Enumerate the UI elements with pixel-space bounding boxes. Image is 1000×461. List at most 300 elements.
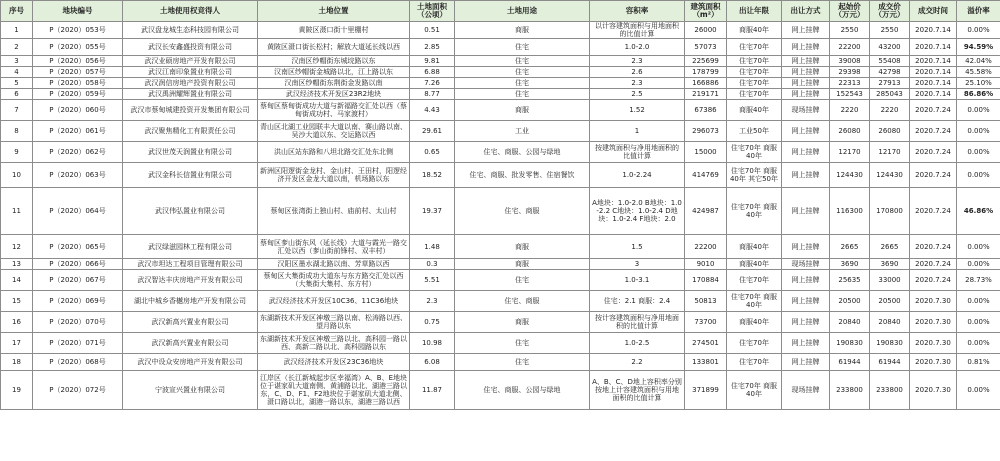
header-cell: 土地用途	[455, 1, 590, 22]
table-row	[1, 371, 1000, 410]
table-row	[1, 100, 1000, 121]
deal-date: 2020.7.14	[910, 89, 957, 100]
winner-name: 武汉新高兴置业有限公司	[123, 312, 258, 333]
plot-ratio: 2.6	[590, 67, 685, 78]
row-number: 15	[1, 291, 33, 312]
land-area: 2.85	[410, 39, 455, 56]
plot-code: P（2020）060号	[33, 100, 123, 121]
starting-price: 2220	[830, 100, 870, 121]
transfer-method: 网上挂牌	[782, 22, 830, 39]
land-use: 住宅	[455, 354, 590, 371]
floor-area: 170884	[685, 270, 727, 291]
deal-price: 55408	[870, 56, 910, 67]
transfer-method: 网上挂牌	[782, 56, 830, 67]
row-number: 14	[1, 270, 33, 291]
deal-date: 2020.7.30	[910, 354, 957, 371]
lease-term: 住宅70年	[727, 333, 782, 354]
land-area: 29.61	[410, 121, 455, 142]
header-cell: 成交价（万元）	[870, 1, 910, 22]
lease-term: 商服40年	[727, 235, 782, 259]
land-area: 10.98	[410, 333, 455, 354]
winner-name: 武汉世茂天润置业有限公司	[123, 142, 258, 163]
header-cell: 土地使用权竞得人	[123, 1, 258, 22]
premium-rate: 45.58%	[957, 67, 1000, 78]
transfer-method: 现场挂牌	[782, 259, 830, 270]
table-row	[1, 78, 1000, 89]
deal-price: 26080	[870, 121, 910, 142]
row-number: 16	[1, 312, 33, 333]
land-area: 6.88	[410, 67, 455, 78]
table-row	[1, 312, 1000, 333]
plot-ratio: 1.0-2.0	[590, 39, 685, 56]
plot-ratio: 按建筑面积与净用地面积的比值计算	[590, 142, 685, 163]
plot-ratio: 1.5	[590, 235, 685, 259]
premium-rate: 0.00%	[957, 22, 1000, 39]
starting-price: 61944	[830, 354, 870, 371]
table-row	[1, 235, 1000, 259]
land-use: 住宅、商服、批发零售、住宿餐饮	[455, 163, 590, 188]
deal-price: 233800	[870, 371, 910, 410]
starting-price: 2550	[830, 22, 870, 39]
plot-ratio: 以计容建筑面积与用地面积的比值计算	[590, 22, 685, 39]
plot-location: 新洲区阳逻街金龙村、金山村、王田村，阳逻经济开发区金龙大道以南，机场路以东	[258, 163, 410, 188]
floor-area: 22200	[685, 235, 727, 259]
plot-location: 青山区北湖工业园联丰大道以南、赛山路以南、吴沙大道以东、交运路以西	[258, 121, 410, 142]
table-row	[1, 22, 1000, 39]
floor-area: 296073	[685, 121, 727, 142]
plot-ratio: A地块：1.0-2.0 B地块：1.0-2.2 C地块：1.0-2.4 D地块：1.0-2.4 F地块：2.0	[590, 188, 685, 235]
premium-rate: 0.81%	[957, 354, 1000, 371]
deal-date: 2020.7.30	[910, 333, 957, 354]
plot-location: 蔡甸区大集街成功大道东与东方路交汇处以西（大集街大集村、东方村）	[258, 270, 410, 291]
deal-date: 2020.7.24	[910, 270, 957, 291]
plot-location: 汉南区纱帽街金城路以北，江上路以东	[258, 67, 410, 78]
transfer-method: 网上挂牌	[782, 142, 830, 163]
deal-price: 190830	[870, 333, 910, 354]
land-use: 住宅	[455, 333, 590, 354]
floor-area: 414769	[685, 163, 727, 188]
winner-name: 武汉聚焦精化工有限责任公司	[123, 121, 258, 142]
transfer-method: 现场挂牌	[782, 371, 830, 410]
land-use: 住宅	[455, 56, 590, 67]
deal-date: 2020.7.14	[910, 67, 957, 78]
deal-date: 2020.7.24	[910, 259, 957, 270]
floor-area: 424987	[685, 188, 727, 235]
premium-rate: 0.00%	[957, 142, 1000, 163]
table-row	[1, 354, 1000, 371]
plot-code: P（2020）066号	[33, 259, 123, 270]
transfer-method: 网上挂牌	[782, 39, 830, 56]
land-area: 0.51	[410, 22, 455, 39]
land-use: 住宅	[455, 67, 590, 78]
deal-date: 2020.7.30	[910, 291, 957, 312]
header-cell: 土地面积（公顷）	[410, 1, 455, 22]
deal-price: 285043	[870, 89, 910, 100]
row-number: 10	[1, 163, 33, 188]
land-use: 商服	[455, 312, 590, 333]
starting-price: 152543	[830, 89, 870, 100]
row-number: 19	[1, 371, 33, 410]
plot-code: P（2020）065号	[33, 235, 123, 259]
transfer-method: 网上挂牌	[782, 67, 830, 78]
header-cell: 出让年限	[727, 1, 782, 22]
floor-area: 57073	[685, 39, 727, 56]
floor-area: 219171	[685, 89, 727, 100]
plot-ratio: 2.5	[590, 89, 685, 100]
row-number: 17	[1, 333, 33, 354]
deal-price: 20500	[870, 291, 910, 312]
land-area: 11.87	[410, 371, 455, 410]
lease-term: 住宅70年 商服40年	[727, 371, 782, 410]
floor-area: 26000	[685, 22, 727, 39]
row-number: 8	[1, 121, 33, 142]
land-area: 4.43	[410, 100, 455, 121]
floor-area: 73700	[685, 312, 727, 333]
premium-rate: 25.10%	[957, 78, 1000, 89]
deal-date: 2020.7.30	[910, 371, 957, 410]
header-cell: 建筑面积（m²）	[685, 1, 727, 22]
lease-term: 住宅70年 商服40年	[727, 291, 782, 312]
land-area: 8.77	[410, 89, 455, 100]
row-number: 3	[1, 56, 33, 67]
starting-price: 22200	[830, 39, 870, 56]
winner-name: 武汉智达丰庆房地产开发有限公司	[123, 270, 258, 291]
plot-location: 汉南区纱帽街东荆街金发路以南	[258, 78, 410, 89]
transfer-method: 网上挂牌	[782, 354, 830, 371]
row-number: 5	[1, 78, 33, 89]
winner-name: 武汉盘龙城生态科技园有限公司	[123, 22, 258, 39]
land-use: 商服	[455, 259, 590, 270]
starting-price: 39008	[830, 56, 870, 67]
header-cell: 土地位置	[258, 1, 410, 22]
header-cell: 成交时间	[910, 1, 957, 22]
floor-area: 274501	[685, 333, 727, 354]
winner-name: 宁波宣兴置业有限公司	[123, 371, 258, 410]
plot-ratio: 按计容建筑面积与净用地面积的比值计算	[590, 312, 685, 333]
deal-price: 3690	[870, 259, 910, 270]
transfer-method: 网上挂牌	[782, 333, 830, 354]
deal-price: 124430	[870, 163, 910, 188]
starting-price: 22313	[830, 78, 870, 89]
land-area: 7.26	[410, 78, 455, 89]
lease-term: 住宅70年	[727, 354, 782, 371]
lease-term: 住宅70年	[727, 270, 782, 291]
plot-location: 黄陂区滠口街长松村；解放大道延长线以西	[258, 39, 410, 56]
land-use: 住宅、商服	[455, 188, 590, 235]
row-number: 9	[1, 142, 33, 163]
land-use: 商服	[455, 235, 590, 259]
premium-rate: 0.00%	[957, 121, 1000, 142]
starting-price: 29398	[830, 67, 870, 78]
plot-ratio: A、B、C、D地上容积率分别按地上计容建筑面积与用地面积的比值计算	[590, 371, 685, 410]
floor-area: 225699	[685, 56, 727, 67]
deal-price: 12170	[870, 142, 910, 163]
table-row	[1, 56, 1000, 67]
deal-date: 2020.7.14	[910, 39, 957, 56]
land-area: 1.48	[410, 235, 455, 259]
plot-ratio: 1	[590, 121, 685, 142]
winner-name: 武汉中设众安房地产开发有限公司	[123, 354, 258, 371]
premium-rate: 28.73%	[957, 270, 1000, 291]
plot-ratio: 1.0-3.1	[590, 270, 685, 291]
floor-area: 67386	[685, 100, 727, 121]
deal-date: 2020.7.24	[910, 121, 957, 142]
winner-name: 武汉金科长信置业有限公司	[123, 163, 258, 188]
plot-code: P（2020）072号	[33, 371, 123, 410]
premium-rate: 0.00%	[957, 100, 1000, 121]
deal-date: 2020.7.30	[910, 312, 957, 333]
starting-price: 20840	[830, 312, 870, 333]
premium-rate: 94.59%	[957, 39, 1000, 56]
plot-ratio: 1.0-2.24	[590, 163, 685, 188]
header-cell: 序号	[1, 1, 33, 22]
table-row	[1, 259, 1000, 270]
premium-rate: 0.00%	[957, 291, 1000, 312]
transfer-method: 网上挂牌	[782, 291, 830, 312]
plot-code: P（2020）064号	[33, 188, 123, 235]
plot-location: 东湖新技术开发区神墩三路以北、高科园一路以西、高新二路以北、高科园路以东	[258, 333, 410, 354]
starting-price: 116300	[830, 188, 870, 235]
transfer-method: 现场挂牌	[782, 100, 830, 121]
land-area: 0.75	[410, 312, 455, 333]
deal-date: 2020.7.14	[910, 56, 957, 67]
deal-date: 2020.7.24	[910, 188, 957, 235]
premium-rate: 46.86%	[957, 188, 1000, 235]
plot-code: P（2020）070号	[33, 312, 123, 333]
header-cell: 溢价率	[957, 1, 1000, 22]
premium-rate: 42.04%	[957, 56, 1000, 67]
plot-code: P（2020）061号	[33, 121, 123, 142]
table-row	[1, 39, 1000, 56]
starting-price: 190830	[830, 333, 870, 354]
premium-rate: 0.00%	[957, 312, 1000, 333]
land-use: 住宅	[455, 89, 590, 100]
land-use: 住宅、商服	[455, 291, 590, 312]
premium-rate: 0.00%	[957, 259, 1000, 270]
land-use: 住宅	[455, 78, 590, 89]
table-row	[1, 333, 1000, 354]
winner-name: 武汉新高兴置业有限公司	[123, 333, 258, 354]
plot-location: 黄陂区滠口街十里棚村	[258, 22, 410, 39]
floor-area: 9010	[685, 259, 727, 270]
plot-location: 蔡甸区奓山街东风（延长线）大道与霞光一路交汇处以西（奓山街前锋村、双丰村）	[258, 235, 410, 259]
deal-price: 43200	[870, 39, 910, 56]
land-area: 6.08	[410, 354, 455, 371]
deal-price: 2550	[870, 22, 910, 39]
plot-location: 武汉经济技术开发区10C36、11C36地块	[258, 291, 410, 312]
row-number: 11	[1, 188, 33, 235]
land-use: 住宅	[455, 270, 590, 291]
deal-price: 61944	[870, 354, 910, 371]
winner-name: 武汉伟弘置业有限公司	[123, 188, 258, 235]
table-row	[1, 89, 1000, 100]
land-use: 住宅、商服、公园与绿地	[455, 371, 590, 410]
transfer-method: 网上挂牌	[782, 163, 830, 188]
starting-price: 25635	[830, 270, 870, 291]
plot-location: 汉阳区墨水湖北路以南、芳草路以西	[258, 259, 410, 270]
premium-rate: 86.86%	[957, 89, 1000, 100]
starting-price: 2665	[830, 235, 870, 259]
plot-code: P（2020）067号	[33, 270, 123, 291]
lease-term: 住宅70年	[727, 39, 782, 56]
plot-location: 东湖新技术开发区神墩三路以南、松涛路以西、望月路以东	[258, 312, 410, 333]
premium-rate: 0.00%	[957, 163, 1000, 188]
land-area: 18.52	[410, 163, 455, 188]
plot-location: 武汉经济技术开发区23R2地块	[258, 89, 410, 100]
lease-term: 商服40年	[727, 259, 782, 270]
deal-date: 2020.7.24	[910, 235, 957, 259]
plot-code: P（2020）056号	[33, 56, 123, 67]
row-number: 6	[1, 89, 33, 100]
plot-code: P（2020）063号	[33, 163, 123, 188]
lease-term: 住宅70年 商服40年 其它50年	[727, 163, 782, 188]
plot-ratio: 1.52	[590, 100, 685, 121]
floor-area: 371899	[685, 371, 727, 410]
plot-ratio: 1.0-2.5	[590, 333, 685, 354]
lease-term: 商服40年	[727, 312, 782, 333]
deal-price: 2220	[870, 100, 910, 121]
lease-term: 商服40年	[727, 22, 782, 39]
land-use: 住宅、商服、公园与绿地	[455, 142, 590, 163]
land-use: 商服	[455, 100, 590, 121]
deal-date: 2020.7.14	[910, 22, 957, 39]
plot-ratio: 2.2	[590, 354, 685, 371]
land-area: 9.81	[410, 56, 455, 67]
plot-location: 江岸区（长江新城起步区幸福湾）A、B、E地块位于谌家矶大道南侧、黄浦路以北、湖港三路以东，C、D、F1、F2地块位于谌家矶大道北侧、滠口路以北，湖港一路以东，湖港三路以西	[258, 371, 410, 410]
plot-code: P（2020）055号	[33, 39, 123, 56]
plot-code: P（2020）058号	[33, 78, 123, 89]
starting-price: 26080	[830, 121, 870, 142]
header-cell: 出让方式	[782, 1, 830, 22]
table-row	[1, 291, 1000, 312]
deal-price: 20840	[870, 312, 910, 333]
deal-date: 2020.7.24	[910, 142, 957, 163]
lease-term: 住宅70年	[727, 78, 782, 89]
winner-name: 武汉绿滋园林工程有限公司	[123, 235, 258, 259]
winner-name: 武汉业硕房地产开发有限公司	[123, 56, 258, 67]
winner-name: 武汉禹洲耀辉置业有限公司	[123, 89, 258, 100]
deal-price: 42798	[870, 67, 910, 78]
table-row	[1, 142, 1000, 163]
plot-location: 武汉经济技术开发区23C36地块	[258, 354, 410, 371]
transfer-method: 网上挂牌	[782, 89, 830, 100]
land-use: 商服	[455, 22, 590, 39]
plot-code: P（2020）071号	[33, 333, 123, 354]
table-body	[1, 22, 1000, 410]
plot-code: P（2020）059号	[33, 89, 123, 100]
lease-term: 住宅70年 商服40年	[727, 142, 782, 163]
floor-area: 166886	[685, 78, 727, 89]
table-row	[1, 188, 1000, 235]
winner-name: 武汉市坦达工程项目管理有限公司	[123, 259, 258, 270]
table-row	[1, 270, 1000, 291]
plot-code: P（2020）053号	[33, 22, 123, 39]
land-area: 0.3	[410, 259, 455, 270]
land-area: 2.3	[410, 291, 455, 312]
lease-term: 住宅70年	[727, 56, 782, 67]
premium-rate: 0.00%	[957, 235, 1000, 259]
premium-rate: 0.00%	[957, 371, 1000, 410]
plot-code: P（2020）068号	[33, 354, 123, 371]
row-number: 1	[1, 22, 33, 39]
plot-ratio: 2.3	[590, 56, 685, 67]
plot-ratio: 住宅：2.1 商服：2.4	[590, 291, 685, 312]
row-number: 2	[1, 39, 33, 56]
starting-price: 12170	[830, 142, 870, 163]
lease-term: 商服40年	[727, 100, 782, 121]
land-use: 工业	[455, 121, 590, 142]
winner-name: 武汉润信房地产投资有限公司	[123, 78, 258, 89]
header-cell: 起始价（万元）	[830, 1, 870, 22]
land-use: 住宅	[455, 39, 590, 56]
winner-name: 武汉长安鑫盛投资有限公司	[123, 39, 258, 56]
plot-location: 洪山区站东路和八坦北路交汇处东北侧	[258, 142, 410, 163]
starting-price: 124430	[830, 163, 870, 188]
transfer-method: 网上挂牌	[782, 78, 830, 89]
starting-price: 20500	[830, 291, 870, 312]
deal-date: 2020.7.24	[910, 100, 957, 121]
plot-location: 蔡甸区张湾街上独山村、庙前村、太山村	[258, 188, 410, 235]
plot-code: P（2020）062号	[33, 142, 123, 163]
floor-area: 50813	[685, 291, 727, 312]
transfer-method: 网上挂牌	[782, 188, 830, 235]
starting-price: 3690	[830, 259, 870, 270]
lease-term: 住宅70年 商服40年	[727, 188, 782, 235]
plot-ratio: 3	[590, 259, 685, 270]
row-number: 18	[1, 354, 33, 371]
plot-location: 汉南区纱帽街东城垸路以东	[258, 56, 410, 67]
header-cell: 容积率	[590, 1, 685, 22]
transfer-method: 网上挂牌	[782, 121, 830, 142]
lease-term: 住宅70年	[727, 89, 782, 100]
transfer-method: 网上挂牌	[782, 270, 830, 291]
deal-price: 170800	[870, 188, 910, 235]
winner-name: 湖北中城乡香樾房地产开发有限公司	[123, 291, 258, 312]
table-row	[1, 67, 1000, 78]
floor-area: 133801	[685, 354, 727, 371]
deal-price: 2665	[870, 235, 910, 259]
row-number: 12	[1, 235, 33, 259]
lease-term: 工业50年	[727, 121, 782, 142]
table-row	[1, 121, 1000, 142]
row-number: 13	[1, 259, 33, 270]
land-area: 0.65	[410, 142, 455, 163]
header-cell: 地块编号	[33, 1, 123, 22]
winner-name: 武汉市蔡甸城建投资开发集团有限公司	[123, 100, 258, 121]
floor-area: 15000	[685, 142, 727, 163]
deal-date: 2020.7.14	[910, 78, 957, 89]
row-number: 7	[1, 100, 33, 121]
plot-ratio: 2.3	[590, 78, 685, 89]
floor-area: 178799	[685, 67, 727, 78]
starting-price: 233800	[830, 371, 870, 410]
plot-code: P（2020）069号	[33, 291, 123, 312]
transfer-method: 网上挂牌	[782, 235, 830, 259]
premium-rate: 0.00%	[957, 333, 1000, 354]
lease-term: 住宅70年	[727, 67, 782, 78]
table-row	[1, 163, 1000, 188]
winner-name: 武汉江南印象置业有限公司	[123, 67, 258, 78]
row-number: 4	[1, 67, 33, 78]
land-area: 19.37	[410, 188, 455, 235]
deal-price: 33000	[870, 270, 910, 291]
plot-code: P（2020）057号	[33, 67, 123, 78]
deal-date: 2020.7.24	[910, 163, 957, 188]
plot-location: 蔡甸区蔡甸街成功大道与新福路交汇处以西（蔡甸街成功村、马家渡村）	[258, 100, 410, 121]
deal-price: 27913	[870, 78, 910, 89]
transfer-method: 网上挂牌	[782, 312, 830, 333]
land-area: 5.51	[410, 270, 455, 291]
